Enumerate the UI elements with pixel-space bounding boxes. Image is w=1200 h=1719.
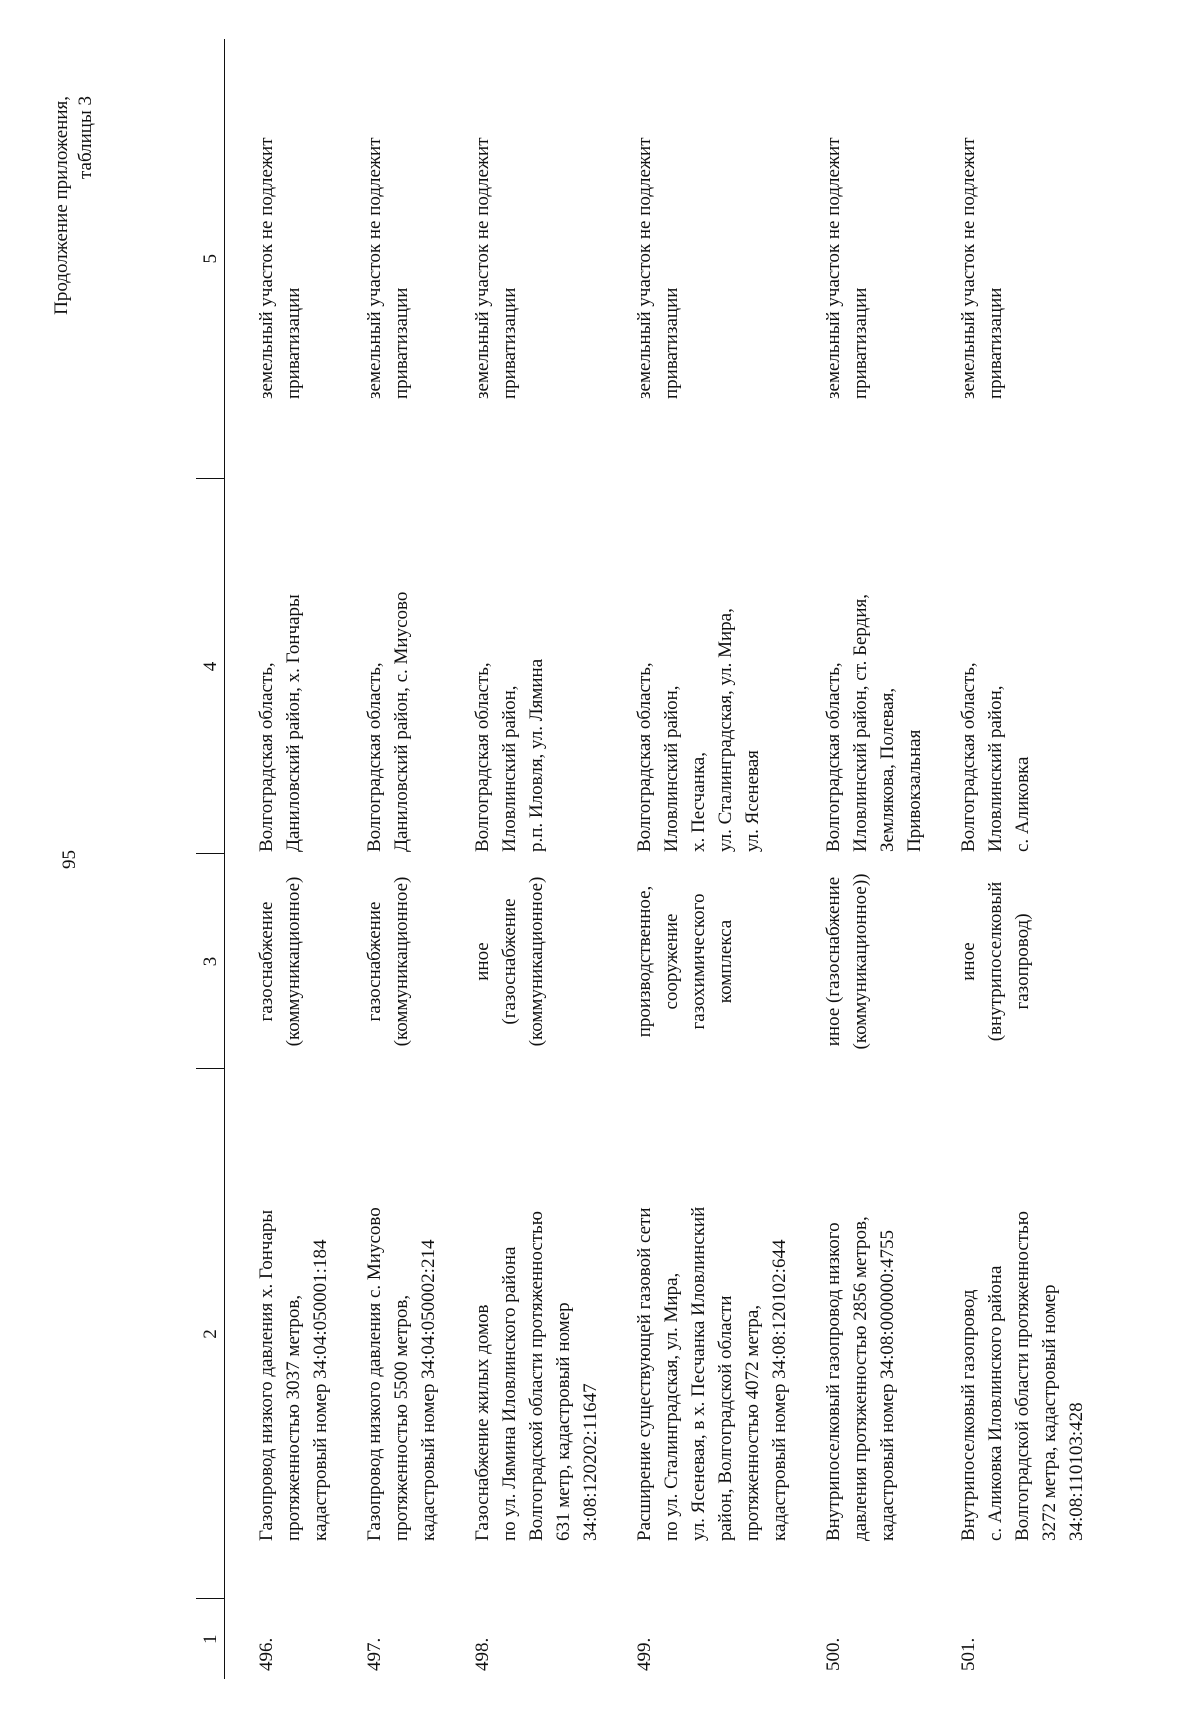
- object-name-cell: [225, 1069, 362, 1599]
- cell-line: приватизации: [391, 287, 412, 399]
- cell-line: Привокзальная: [904, 729, 925, 852]
- table-row: [955, 39, 1117, 1679]
- object-name-cell: [955, 1069, 1117, 1599]
- column-header: 4: [196, 479, 225, 854]
- page-number: 95: [59, 850, 80, 869]
- address-cell: [469, 479, 631, 854]
- header-row: [196, 39, 225, 1679]
- cell-line: ул. Ясеневая, в х. Песчанка Иловлинский: [688, 1206, 709, 1541]
- column-header: 1: [196, 1599, 225, 1679]
- cell-line: Волгоградская область,: [823, 662, 844, 852]
- table-row: [820, 39, 955, 1679]
- cell-line: район, Волгоградской области: [715, 1295, 736, 1541]
- cell-line: Волгоградская область,: [958, 662, 979, 852]
- cell-line: земельный участок не подлежит: [823, 137, 844, 399]
- row-number-cell: 497.: [364, 1637, 385, 1671]
- table-row: [469, 39, 631, 1679]
- continuation-line: Продолжение приложения,: [51, 96, 72, 315]
- address-cell: [361, 479, 469, 854]
- cell-line: производственное,: [634, 885, 655, 1038]
- cell-line: (внутрипоселковый: [985, 881, 1006, 1042]
- cell-line: иное: [958, 942, 979, 981]
- cell-line: кадастровый номер 34:08:000000:4755: [877, 1230, 898, 1541]
- cell-line: Землякова, Полевая,: [877, 687, 898, 852]
- cell-line: ул. Ясеневая: [742, 750, 763, 852]
- cell-line: 34:08:120202:11647: [580, 1383, 601, 1541]
- row-number-cell: 501.: [958, 1637, 979, 1671]
- cell-line: протяженностью 3037 метров,: [283, 1294, 304, 1541]
- object-name-cell: [631, 1069, 820, 1599]
- cell-line: земельный участок не подлежит: [256, 137, 277, 399]
- note-cell: [469, 39, 631, 479]
- row-number-cell: 496.: [256, 1637, 277, 1671]
- continuation-line: таблицы 3: [75, 96, 96, 179]
- cell-line: земельный участок не подлежит: [958, 137, 979, 399]
- table-body: [225, 39, 1118, 1679]
- cell-line: (газоснабжение: [499, 898, 520, 1025]
- cell-line: по ул. Сталинградская, ул. Мира,: [661, 1272, 682, 1541]
- row-number-cell: 499.: [634, 1637, 655, 1671]
- cell-line: Волгоградская область,: [364, 662, 385, 852]
- cell-line: Иловлинский район, ст. Бердия,: [850, 594, 871, 852]
- address-cell: [820, 479, 955, 854]
- cell-line: Газоснабжение жилых домов: [472, 1304, 493, 1541]
- cell-line: Волгоградская область,: [472, 662, 493, 852]
- purpose-cell: [955, 854, 1117, 1069]
- cell-line: (коммуникационное)): [850, 873, 871, 1050]
- table-row: [225, 39, 362, 1679]
- cell-line: сооружение: [661, 913, 682, 1010]
- table-row: [361, 39, 469, 1679]
- cell-line: Внутрипоселковый газопровод: [958, 1289, 979, 1541]
- cell-line: 631 метр, кадастровый номер: [553, 1302, 574, 1541]
- cell-line: газохимического: [688, 893, 709, 1030]
- cell-line: газоснабжение: [364, 901, 385, 1022]
- cell-line: х. Песчанка,: [688, 752, 709, 852]
- note-cell: [361, 39, 469, 479]
- column-header: 2: [196, 1069, 225, 1599]
- cell-line: Иловлинский район,: [985, 685, 1006, 852]
- cell-line: Газопровод низкого давления х. Гончары: [256, 1209, 277, 1541]
- cell-line: с. Аликовка: [1012, 756, 1033, 852]
- cell-line: Внутрипоселковый газопровод низкого: [823, 1222, 844, 1541]
- cell-line: приватизации: [850, 287, 871, 399]
- cell-line: приватизации: [661, 287, 682, 399]
- cell-line: (коммуникационное): [283, 876, 304, 1047]
- cell-line: приватизации: [985, 287, 1006, 399]
- cell-line: ул. Сталинградская, ул. Мира,: [715, 608, 736, 852]
- table-header: [196, 39, 225, 1679]
- cell-line: р.п. Иловля, ул. Лямина: [526, 658, 547, 852]
- note-cell: [225, 39, 362, 479]
- cell-line: Газопровод низкого давления с. Миусово: [364, 1207, 385, 1541]
- cell-line: Волгоградская область,: [634, 662, 655, 852]
- cell-line: кадастровый номер 34:04:050001:184: [310, 1239, 331, 1541]
- column-header: 3: [196, 854, 225, 1069]
- note-cell: [820, 39, 955, 479]
- cell-line: кадастровый номер 34:04:050002:214: [418, 1239, 439, 1541]
- address-cell: [955, 479, 1117, 854]
- column-header: 5: [196, 39, 225, 479]
- cell-line: приватизации: [283, 287, 304, 399]
- cell-line: иное (газоснабжение: [823, 876, 844, 1047]
- note-cell: [631, 39, 820, 479]
- cell-line: иное: [472, 942, 493, 981]
- cell-line: 34:08:110103:428: [1066, 1402, 1087, 1541]
- cell-line: протяженностью 5500 метров,: [391, 1294, 412, 1541]
- address-cell: [225, 479, 362, 854]
- cell-line: газоснабжение: [256, 901, 277, 1022]
- note-cell: [955, 39, 1117, 479]
- cell-line: с. Аликовка Иловлинского района: [985, 1265, 1006, 1541]
- cell-line: Даниловский район, с. Миусово: [391, 591, 412, 852]
- table-row: [631, 39, 820, 1679]
- row-number-cell: 500.: [823, 1637, 844, 1671]
- cell-line: давления протяженностью 2856 метров,: [850, 1216, 871, 1541]
- purpose-cell: [820, 854, 955, 1069]
- cell-line: Волгоградской области протяженностью: [526, 1211, 547, 1541]
- purpose-cell: [631, 854, 820, 1069]
- row-number-cell: 498.: [472, 1637, 493, 1671]
- cell-line: кадастровый номер 34:08:120102:644: [769, 1239, 790, 1541]
- cell-line: (коммуникационное): [391, 876, 412, 1047]
- purpose-cell: [225, 854, 362, 1069]
- object-name-cell: [469, 1069, 631, 1599]
- cell-line: Иловлинский район,: [661, 685, 682, 852]
- purpose-cell: [361, 854, 469, 1069]
- object-name-cell: [361, 1069, 469, 1599]
- cell-line: Даниловский район, х. Гончары: [283, 594, 304, 852]
- object-name-cell: [820, 1069, 955, 1599]
- cell-line: Расширение существующей газовой сети: [634, 1207, 655, 1541]
- cell-line: 3272 метра, кадастровый номер: [1039, 1284, 1060, 1541]
- cell-line: протяженностью 4072 метра,: [742, 1304, 763, 1541]
- cell-line: по ул. Лямина Иловлинского района: [499, 1246, 520, 1541]
- cell-line: приватизации: [499, 287, 520, 399]
- cell-line: земельный участок не подлежит: [472, 137, 493, 399]
- cell-line: комплекса: [715, 919, 736, 1004]
- cell-line: земельный участок не подлежит: [364, 137, 385, 399]
- cell-line: (коммуникационное): [526, 876, 547, 1047]
- address-cell: [631, 479, 820, 854]
- cell-line: Иловлинский район,: [499, 685, 520, 852]
- cell-line: Волгоградской области протяженностью: [1012, 1211, 1033, 1541]
- cell-line: газопровод): [1012, 913, 1033, 1010]
- cell-line: Волгоградская область,: [256, 662, 277, 852]
- cell-line: земельный участок не подлежит: [634, 137, 655, 399]
- register-table: [196, 39, 1117, 1679]
- purpose-cell: [469, 854, 631, 1069]
- continuation-note: [50, 96, 98, 315]
